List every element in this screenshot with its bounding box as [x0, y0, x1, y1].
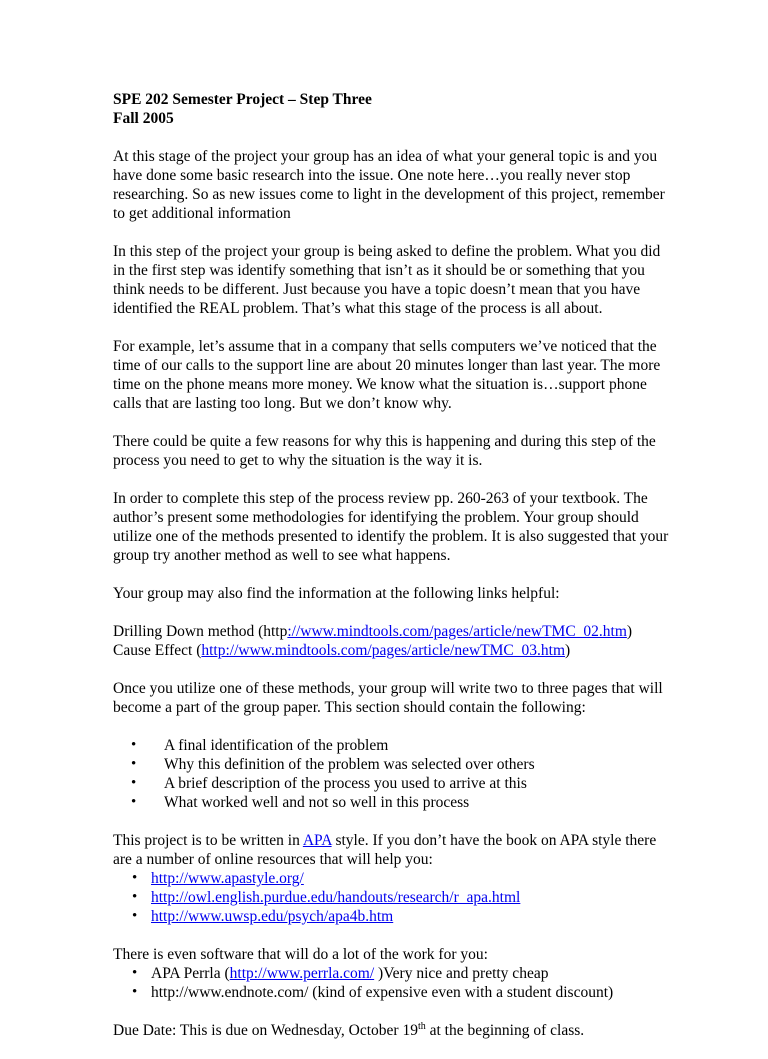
apa-intro	[113, 831, 673, 869]
cause-effect-label: Cause Effect (	[113, 642, 202, 659]
due-date-text: Due Date: This is due on Wednesday, October 19	[113, 1022, 418, 1039]
due-date	[113, 1021, 673, 1040]
drilling-down-line	[113, 623, 632, 640]
list-item	[132, 869, 673, 888]
paragraph-reasons: There could be quite a few reasons for why this is happening and during this step of the process you need to get to why the situation is the way it is.	[113, 433, 656, 469]
purdue-owl-link[interactable]: http://owl.english.purdue.edu/handouts/research/r_apa.html	[151, 889, 521, 906]
list-item: • A brief description of the process you used to arrive at this	[113, 774, 673, 793]
perrla-note: )Very nice and pretty cheap	[374, 965, 549, 982]
document-term: Fall 2005	[113, 110, 174, 127]
requirements-list	[113, 736, 673, 812]
due-date-ordinal: th	[417, 1020, 426, 1032]
apa-intro-text: This project is to be written in	[113, 832, 303, 849]
drilling-down-link[interactable]: ://www.mindtools.com/pages/article/newTMC_02.htm	[287, 623, 627, 640]
paragraph-methodology: In order to complete this step of the process review pp. 260-263 of your textbook. The author’s present some methodologies for identifying the problem. Your group should utilize one of the methods presented to identify the problem. It is also suggested that your group try another method as well to see what happens.	[113, 490, 669, 564]
perrla-link[interactable]: http://www.perrla.com/	[229, 965, 375, 982]
list-item	[132, 964, 673, 983]
list-item: • http://www.endnote.com/ (kind of expensive even with a student discount)	[132, 983, 673, 1002]
list-item: • What worked well and not so well in this process	[113, 793, 673, 812]
software-intro: There is even software that will do a lot of the work for you:	[113, 946, 488, 963]
document-page	[113, 90, 673, 1059]
section-requirements	[113, 679, 673, 812]
cause-effect-link[interactable]: http://www.mindtools.com/pages/article/newTMC_03.htm	[201, 642, 566, 659]
cause-effect-line	[113, 642, 570, 659]
list-item	[132, 907, 673, 926]
paragraph-intro: At this stage of the project your group has an idea of what your general topic is and you have done some basic research into the issue. One note here…you really never stop researching. So as new issues come to light in the development of this project, remember to get additional information	[113, 148, 665, 222]
list-item: • Why this definition of the problem was selected over others	[113, 755, 673, 774]
software-list	[132, 964, 673, 1002]
drilling-down-close: )	[626, 623, 633, 640]
drilling-down-label: Drilling Down method (http	[113, 623, 288, 640]
perrla-label: APA Perrla (	[151, 965, 230, 982]
cause-effect-close: )	[565, 642, 571, 659]
apa-intro-text-end: style. If you don’t have the book on APA style there are a number of online resources that will help you:	[113, 832, 657, 868]
list-item	[132, 888, 673, 907]
apa-section	[113, 831, 673, 926]
paragraph-example: For example, let’s assume that in a company that sells computers we’ve noticed that the time of our calls to the support line are about 20 minutes longer than last year. The more time on the phone means more money. We know what the situation is…support phone calls that are lasting too long. But we don’t know why.	[113, 338, 661, 412]
apa-link[interactable]: APA	[302, 832, 332, 849]
document-title: SPE 202 Semester Project – Step Three	[113, 91, 372, 108]
paragraph-define-problem: In this step of the project your group is being asked to define the problem. What you did in the first step was identify something that isn’t as it should be or something that you think needs to be different. Just because you have a topic doesn’t mean that you have identified the REAL problem. That’s what this stage of the process is all about.	[113, 243, 661, 317]
list-item: • A final identification of the problem	[113, 736, 673, 755]
due-date-text-end: at the beginning of class.	[425, 1022, 585, 1039]
software-section	[113, 945, 673, 1002]
apastyle-link[interactable]: http://www.apastyle.org/	[151, 870, 304, 887]
apa-resources-list	[132, 869, 673, 926]
section-intro: Once you utilize one of these methods, your group will write two to three pages that will become a part of the group paper. This section should contain the following:	[113, 680, 663, 716]
paragraph-links-intro: Your group may also find the information at the following links helpful:	[113, 585, 560, 602]
uwsp-link[interactable]: http://www.uwsp.edu/psych/apa4b.htm	[151, 908, 394, 925]
document-header	[113, 90, 673, 128]
method-links	[113, 622, 673, 660]
